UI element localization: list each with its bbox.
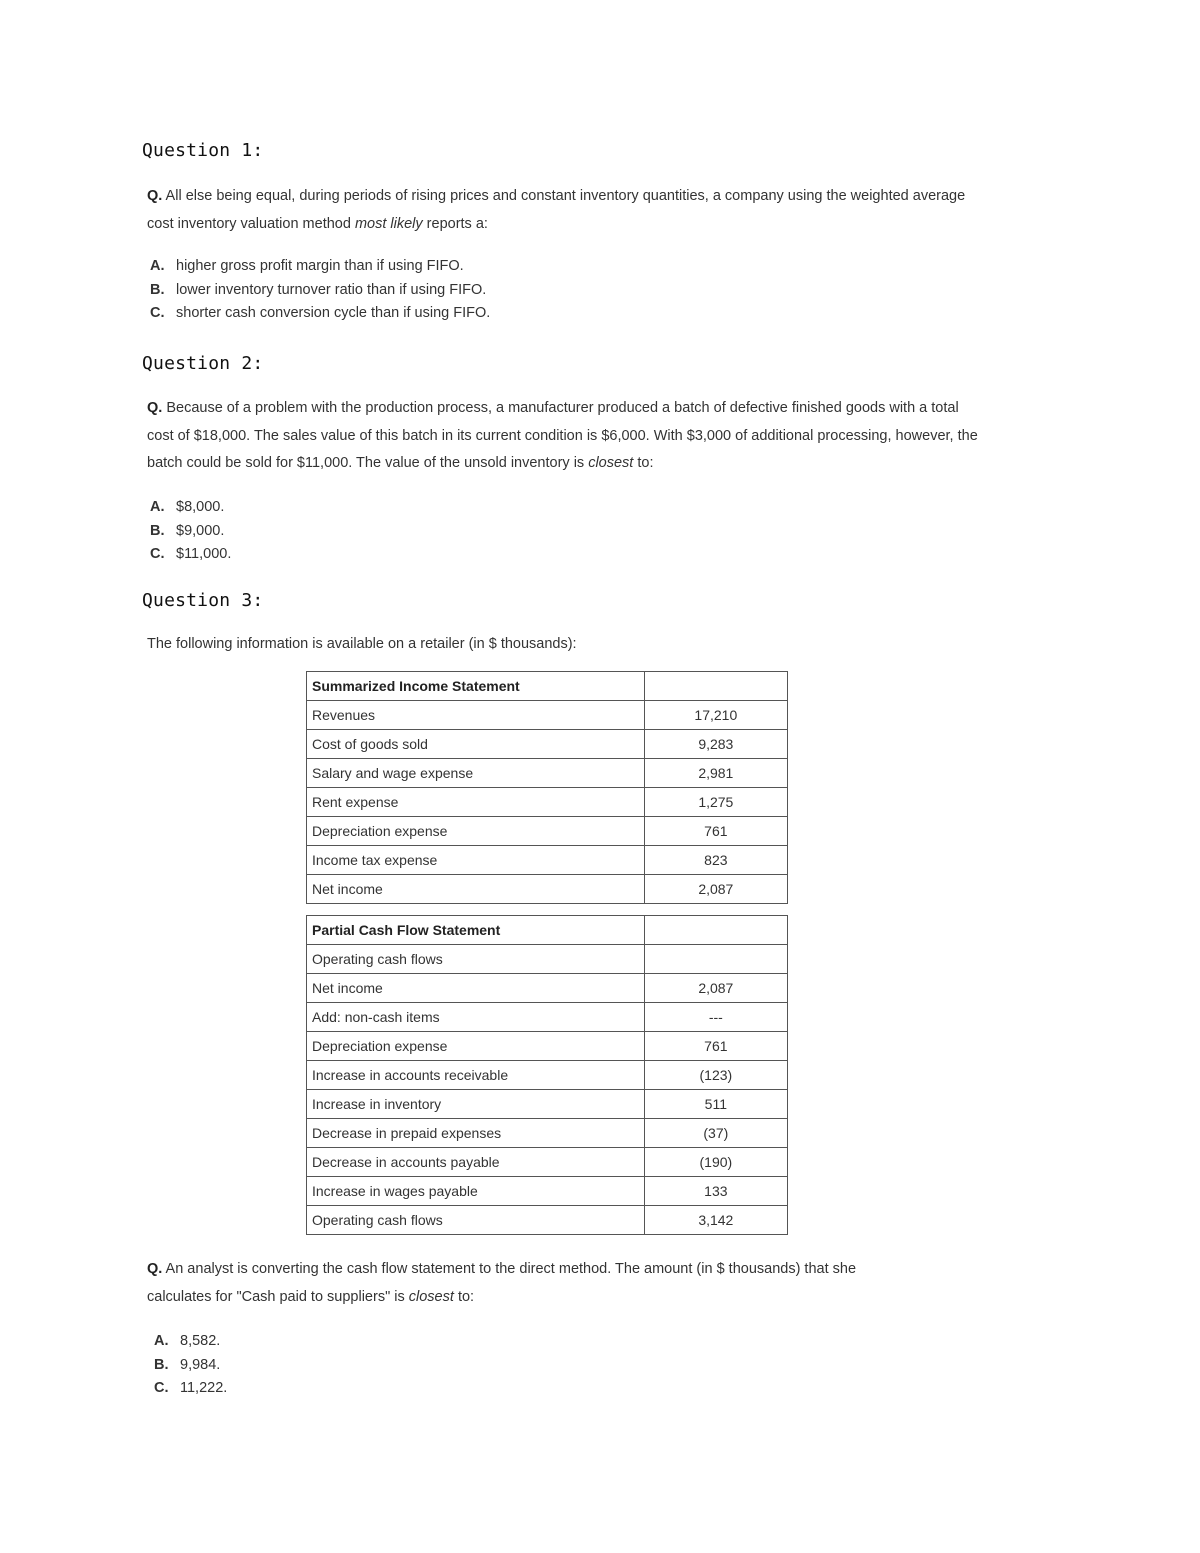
table-row xyxy=(307,730,788,759)
question-text-after: to: xyxy=(637,455,654,471)
q-prefix: Q. xyxy=(147,188,163,204)
option-a xyxy=(150,255,490,279)
row-value: 823 xyxy=(644,846,787,875)
question-3-options xyxy=(154,1330,227,1401)
option-c xyxy=(150,302,490,326)
row-value: 9,283 xyxy=(644,730,787,759)
row-value: 761 xyxy=(644,817,787,846)
table-row xyxy=(307,1032,788,1061)
q-prefix: Q. xyxy=(147,1261,163,1277)
option-letter: C. xyxy=(154,1380,169,1396)
option-text: $8,000. xyxy=(176,499,225,515)
option-letter: A. xyxy=(150,258,165,274)
option-b xyxy=(154,1354,227,1378)
option-letter: C. xyxy=(150,305,165,321)
question-2-options xyxy=(150,496,231,567)
question-1-heading: Question 1: xyxy=(142,140,264,161)
table-row xyxy=(307,1119,788,1148)
question-2-text xyxy=(147,395,987,478)
q-prefix: Q. xyxy=(147,400,163,416)
option-text: 9,984. xyxy=(180,1356,221,1373)
table-row xyxy=(307,1061,788,1090)
row-value: 17,210 xyxy=(644,701,787,730)
option-letter: A. xyxy=(150,499,165,515)
income-statement-table xyxy=(306,671,788,904)
row-value: --- xyxy=(644,1003,787,1032)
option-text: 11,222. xyxy=(180,1380,228,1396)
question-text-emphasis: most likely xyxy=(354,215,423,232)
row-label: Operating cash flows xyxy=(307,945,645,974)
row-label: Add: non-cash items xyxy=(307,1003,645,1032)
option-text: 8,582. xyxy=(180,1333,221,1349)
table-row xyxy=(307,701,788,730)
row-label: Increase in accounts receivable xyxy=(307,1061,645,1090)
row-label: Salary and wage expense xyxy=(307,759,645,788)
row-value: (37) xyxy=(644,1119,787,1148)
question-text-before: Because of a problem with the production process, a manufacturer produced a batch of defective finished goods with a total cost of $18,000. The sales value of this batch in its current condition is $6,000. With $3,000 of additional processing, however, the batch could be sold for $11,000. The value of the unsold inventory is xyxy=(147,400,978,471)
option-a xyxy=(150,496,231,520)
question-text-emphasis: closest xyxy=(408,1288,454,1305)
table-row xyxy=(307,817,788,846)
question-1-options xyxy=(150,255,490,326)
table-row xyxy=(307,1206,788,1235)
row-label: Operating cash flows xyxy=(307,1206,645,1235)
option-letter: C. xyxy=(150,546,165,562)
question-text-after: to: xyxy=(457,1288,475,1305)
row-label: Increase in inventory xyxy=(307,1090,645,1119)
option-letter: A. xyxy=(154,1333,169,1349)
row-value: 3,142 xyxy=(644,1206,787,1235)
row-label: Increase in wages payable xyxy=(307,1177,645,1206)
row-value: 761 xyxy=(644,1032,787,1061)
row-value xyxy=(644,945,787,974)
question-1-text xyxy=(147,183,987,238)
row-value: 2,981 xyxy=(644,759,787,788)
option-text: $9,000. xyxy=(176,522,225,539)
row-value: (123) xyxy=(644,1061,787,1090)
option-text: $11,000. xyxy=(176,546,232,562)
header-value-cell xyxy=(644,916,787,945)
option-letter: B. xyxy=(154,1356,169,1373)
option-b xyxy=(150,520,231,544)
question-text-before: An analyst is converting the cash flow statement to the direct method. The amount (in $ thousands) that she calculates for "Cash paid to suppliers" is xyxy=(147,1261,857,1305)
question-3-heading: Question 3: xyxy=(142,590,264,611)
row-label: Decrease in accounts payable xyxy=(307,1148,645,1177)
row-label: Decrease in prepaid expenses xyxy=(307,1119,645,1148)
question-text-emphasis: closest xyxy=(588,455,634,471)
row-label: Income tax expense xyxy=(307,846,645,875)
question-text-after: reports a: xyxy=(426,215,488,232)
table-row xyxy=(307,788,788,817)
table-row xyxy=(307,945,788,974)
question-2-heading: Question 2: xyxy=(142,353,264,374)
cash-flow-body xyxy=(307,916,788,1235)
row-label: Net income xyxy=(307,974,645,1003)
income-statement-body xyxy=(307,672,788,904)
option-b xyxy=(150,279,490,303)
row-value: (190) xyxy=(644,1148,787,1177)
table-header-row xyxy=(307,916,788,945)
income-statement-title: Summarized Income Statement xyxy=(307,672,645,701)
table-row xyxy=(307,1148,788,1177)
table-row xyxy=(307,759,788,788)
option-c xyxy=(150,543,231,567)
table-row xyxy=(307,846,788,875)
table-row xyxy=(307,974,788,1003)
row-value: 133 xyxy=(644,1177,787,1206)
table-row xyxy=(307,1003,788,1032)
option-text: higher gross profit margin than if using FIFO. xyxy=(176,258,464,274)
option-text: shorter cash conversion cycle than if using FIFO. xyxy=(176,305,491,321)
row-value: 511 xyxy=(644,1090,787,1119)
option-letter: B. xyxy=(150,522,165,539)
table-row xyxy=(307,1177,788,1206)
row-label: Depreciation expense xyxy=(307,1032,645,1061)
row-value: 2,087 xyxy=(644,875,787,904)
row-label: Rent expense xyxy=(307,788,645,817)
option-c xyxy=(154,1377,227,1401)
option-letter: B. xyxy=(150,281,165,298)
table-row xyxy=(307,1090,788,1119)
question-3-text xyxy=(147,1256,907,1311)
cash-flow-table xyxy=(306,915,788,1235)
option-a xyxy=(154,1330,227,1354)
row-label: Depreciation expense xyxy=(307,817,645,846)
row-value: 1,275 xyxy=(644,788,787,817)
cash-flow-title: Partial Cash Flow Statement xyxy=(307,916,645,945)
question-3-intro: The following information is available on a retailer (in $ thousands): xyxy=(147,636,577,652)
table-header-row xyxy=(307,672,788,701)
question-text-before: All else being equal, during periods of rising prices and constant inventory quantities, a company using the weighted average cost inventory valuation method xyxy=(147,188,966,232)
table-row xyxy=(307,875,788,904)
row-label: Cost of goods sold xyxy=(307,730,645,759)
row-label: Net income xyxy=(307,875,645,904)
header-value-cell xyxy=(644,672,787,701)
row-value: 2,087 xyxy=(644,974,787,1003)
row-label: Revenues xyxy=(307,701,645,730)
option-text: lower inventory turnover ratio than if using FIFO. xyxy=(176,281,487,298)
